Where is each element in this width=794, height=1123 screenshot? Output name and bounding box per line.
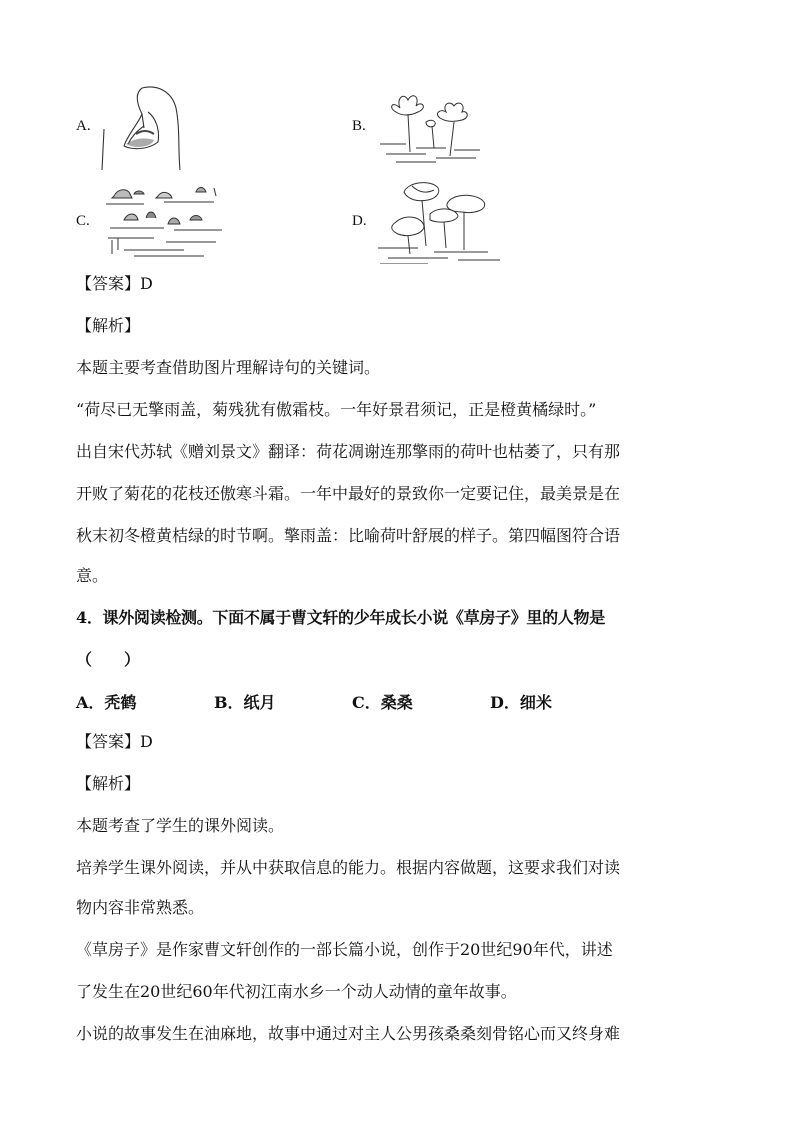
q4-analysis-line: 本题考查了学生的课外阅读。 bbox=[76, 816, 285, 835]
q4-question: 4．课外阅读检测。下面不属于曹文轩的少年成长小说《草房子》里的人物是 bbox=[76, 608, 605, 627]
q3-analysis-heading: 【解析】 bbox=[76, 316, 141, 335]
option-c-label: C. bbox=[76, 213, 90, 229]
q4-analysis-line: 物内容非常熟悉。 bbox=[76, 898, 205, 917]
q4-analysis-heading: 【解析】 bbox=[76, 774, 141, 793]
option-b-label: B. bbox=[352, 118, 366, 134]
q4-choice-b: B．纸月 bbox=[214, 693, 276, 712]
lotus-flowers-icon bbox=[376, 88, 484, 166]
q4-choice-a: A．秃鹤 bbox=[76, 693, 137, 712]
q4-choice-c: C．桑桑 bbox=[352, 693, 413, 712]
q3-analysis-line: 意。 bbox=[76, 566, 109, 585]
option-d-label: D. bbox=[352, 213, 367, 229]
withered-lotus-leaf-icon bbox=[98, 84, 188, 170]
lotus-leaves-icon bbox=[378, 178, 502, 264]
q3-analysis-line: 秋末初冬橙黄桔绿的时节啊。擎雨盖：比喻荷叶舒展的样子。第四幅图符合语 bbox=[76, 526, 621, 545]
q4-analysis-line: 培养学生课外阅读，并从中获取信息的能力。根据内容做题，这要求我们对读 bbox=[76, 858, 621, 877]
q4-analysis-line: 小说的故事发生在油麻地，故事中通过对主人公男孩桑桑刻骨铭心而又终身难 bbox=[76, 1024, 621, 1043]
option-a-label: A. bbox=[76, 118, 91, 134]
pond-rocks-icon bbox=[104, 180, 226, 258]
q4-analysis-line: 《草房子》是作家曹文轩创作的一部长篇小说，创作于20世纪90年代，讲述 bbox=[76, 940, 613, 959]
q3-analysis-line: 开败了菊花的花枝还傲寒斗霜。一年中最好的景致你一定要记住，最美景是在 bbox=[76, 484, 621, 503]
q3-answer: 【答案】D bbox=[76, 274, 153, 293]
q4-answer: 【答案】D bbox=[76, 732, 153, 751]
q4-analysis-line: 了发生在20世纪60年代初江南水乡一个动人动情的童年故事。 bbox=[76, 982, 517, 1001]
q4-question-blank: （ ） bbox=[76, 650, 141, 669]
q4-choice-d: D．细米 bbox=[490, 693, 552, 712]
q3-analysis-line: 出自宋代苏轼《赠刘景文》翻译：荷花凋谢连那擎雨的荷叶也枯萎了，只有那 bbox=[76, 442, 621, 461]
q3-analysis-line: 本题主要考查借助图片理解诗句的关键词。 bbox=[76, 358, 381, 377]
q3-analysis-line: “荷尽已无擎雨盖，菊残犹有傲霜枝。一年好景君须记，正是橙黄橘绿时。” bbox=[76, 400, 597, 419]
